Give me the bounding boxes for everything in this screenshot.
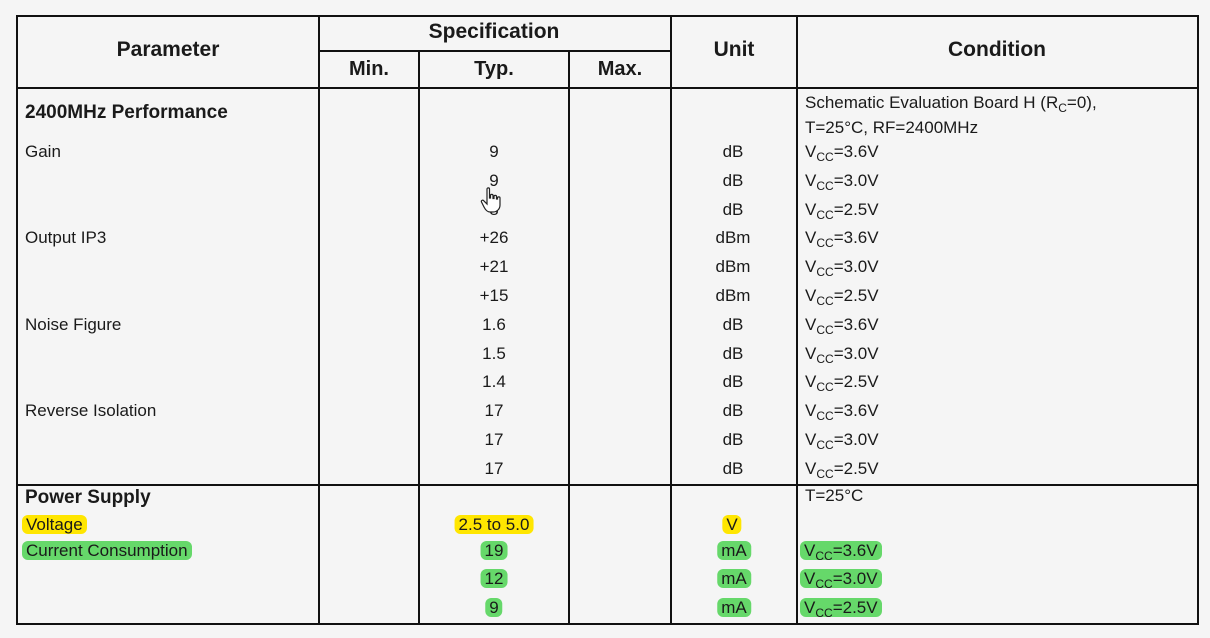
header-max: Max. — [597, 58, 643, 80]
voltage-typ: 2.5 to 5.0 — [455, 515, 534, 535]
row-typ: +21 — [479, 257, 509, 276]
row-condition: $V_{CC}=2.5V$ — [805, 200, 879, 222]
current-typ: 12 — [481, 569, 508, 589]
voltage-param: Voltage — [22, 515, 87, 535]
current-condition: $V_{CC}=3.0V$ — [800, 569, 882, 589]
row-unit: dB — [722, 171, 744, 190]
col-divider-typ — [568, 50, 570, 625]
row-unit: dB — [722, 344, 744, 363]
header-min: Min. — [349, 58, 389, 80]
col-divider-min — [418, 50, 420, 625]
border-bottom — [16, 623, 1199, 625]
row-condition: $V_{CC}=2.5V$ — [805, 372, 879, 394]
header-typ: Typ. — [474, 58, 514, 80]
row-typ: 17 — [484, 459, 504, 478]
row-param: Gain — [25, 142, 61, 161]
row-typ: 9 — [489, 171, 499, 190]
row-typ: 17 — [484, 401, 504, 420]
row-condition: $V_{CC}=2.5V$ — [805, 459, 879, 481]
current-unit: mA — [717, 569, 751, 589]
current-typ: 19 — [481, 541, 508, 561]
row-unit: dB — [722, 315, 744, 334]
performance-condition-line1: Schematic Evaluation Board H $(R_C=0)$, — [805, 93, 1097, 115]
row-typ: +26 — [479, 228, 509, 247]
header-parameter: Parameter — [116, 38, 220, 61]
section-title-power-supply: Power Supply — [25, 487, 151, 508]
col-divider-param — [318, 15, 320, 625]
row-unit: dBm — [715, 257, 751, 276]
row-condition: $V_{CC}=3.0V$ — [805, 430, 879, 452]
current-unit: mA — [717, 598, 751, 618]
header-condition: Condition — [948, 38, 1046, 61]
row-param: Output IP3 — [25, 228, 107, 247]
row-typ: 1.6 — [482, 315, 506, 334]
row-unit: dB — [722, 459, 744, 478]
border-left — [16, 15, 18, 625]
row-unit: dB — [722, 401, 744, 420]
row-condition: $V_{CC}=3.0V$ — [805, 171, 879, 193]
row-typ: 17 — [484, 430, 504, 449]
row-param: Noise Figure — [25, 315, 122, 334]
row-typ: 1.4 — [482, 372, 506, 391]
voltage-unit: V — [722, 515, 741, 535]
header-unit: Unit — [713, 38, 755, 61]
row-unit: dBm — [715, 228, 751, 247]
row-typ: 9 — [489, 142, 499, 161]
row-condition: $V_{CC}=3.6V$ — [805, 228, 879, 250]
hand-pointer-icon — [480, 187, 502, 213]
header-bottom — [16, 87, 1199, 89]
row-unit: dB — [722, 200, 744, 219]
row-unit: dB — [722, 372, 744, 391]
row-param: Reverse Isolation — [25, 401, 157, 420]
row-condition: $V_{CC}=3.6V$ — [805, 142, 879, 164]
row-condition: $V_{CC}=3.0V$ — [805, 257, 879, 279]
header-specification: Specification — [428, 20, 560, 43]
row-unit: dBm — [715, 286, 751, 305]
row-condition: $V_{CC}=3.6V$ — [805, 401, 879, 423]
row-condition: $V_{CC}=3.0V$ — [805, 344, 879, 366]
power-supply-condition: T=25°C — [805, 486, 864, 505]
col-divider-unit — [796, 15, 798, 625]
current-condition: $V_{CC}=2.5V$ — [800, 598, 882, 618]
current-condition: $V_{CC}=3.6V$ — [800, 541, 882, 561]
spec-header-divider — [318, 50, 670, 52]
col-divider-max — [670, 15, 672, 625]
row-condition: $V_{CC}=3.6V$ — [805, 315, 879, 337]
current-unit: mA — [717, 541, 751, 561]
border-top — [16, 15, 1199, 17]
row-typ: +15 — [479, 286, 509, 305]
border-right — [1197, 15, 1199, 625]
row-condition: $V_{CC}=2.5V$ — [805, 286, 879, 308]
row-unit: dB — [722, 142, 744, 161]
performance-condition-line2: T=25°C, RF=2400MHz — [805, 118, 979, 137]
current-typ: 9 — [485, 598, 502, 618]
section-title-performance: 2400MHz Performance — [25, 102, 228, 123]
section-divider — [16, 484, 1199, 486]
row-typ: 1.5 — [482, 344, 506, 363]
current-param: Current Consumption — [22, 541, 192, 561]
row-unit: dB — [722, 430, 744, 449]
